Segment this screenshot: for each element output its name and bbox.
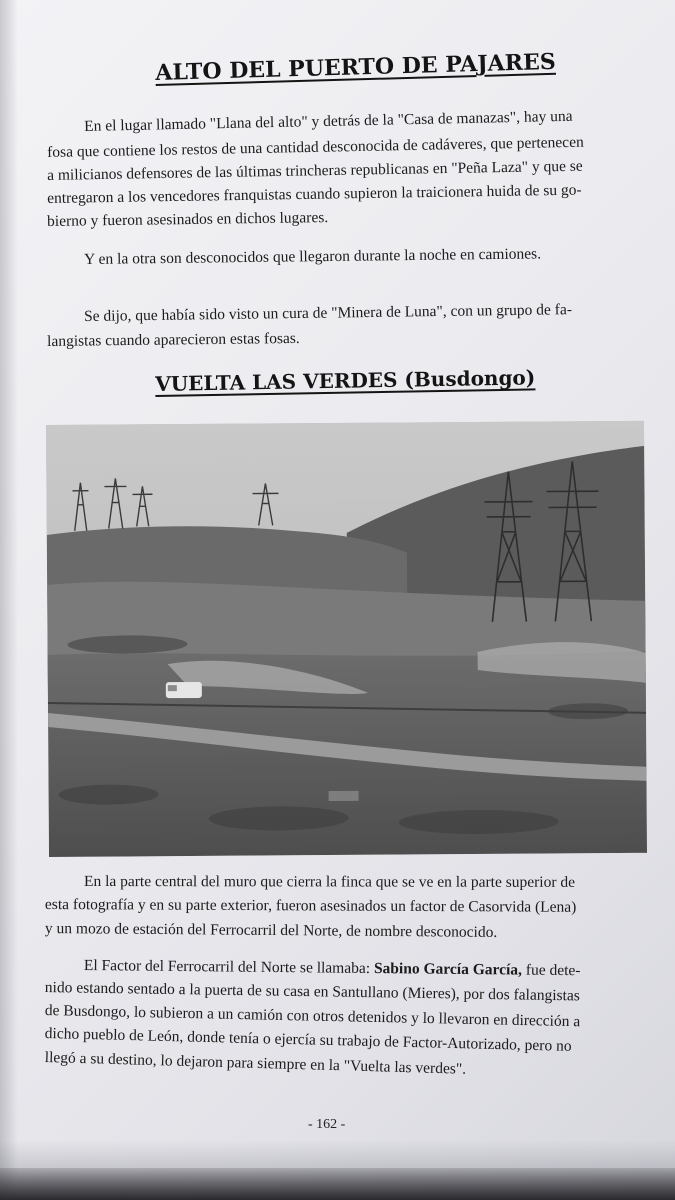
paragraph-line: langistas cuando aparecieron estas fosas.: [47, 329, 300, 350]
paragraph-line: llegó a su destino, lo dejaron para siempre en la "Vuelta las verdes".: [44, 1049, 467, 1078]
paragraph-line: Se dijo, que había sido visto un cura de "Minera de Luna", con un grupo de fa-: [84, 301, 573, 325]
paragraph-line: de Busdongo, lo subieron a un camión con otros detenidos y lo llevaron en dirección a: [44, 1002, 581, 1031]
section-title-alto-del-puerto: ALTO DEL PUERTO DE PAJARES: [155, 48, 557, 86]
paragraph-line: nido estando sentado a la puerta de su casa en Santullano (Mieres), por dos falangistas: [44, 979, 580, 1005]
background-edge: [0, 1168, 675, 1200]
landscape-photo: [46, 421, 647, 857]
section-title-vuelta-las-verdes: VUELTA LAS VERDES (Busdongo): [155, 365, 536, 396]
paragraph-line: entregaron a los vencedores franquistas cuando supieron la traicionera huida de su go-: [47, 181, 582, 207]
paragraph-line: En el lugar llamado "Llana del alto" y detrás de la "Casa de manazas", hay una: [84, 107, 573, 135]
page-number: - 162 -: [308, 1117, 346, 1132]
bold-name: Sabino García García,: [373, 960, 523, 979]
text-run: El Factor del Ferrocarril del Norte se llamaba:: [83, 957, 375, 978]
paragraph-line: y un mozo de estación del Ferrocarril del Norte, de nombre desconocido.: [44, 920, 498, 941]
mountain-pass-photo-image: [46, 421, 647, 857]
paragraph-line: fosa que contiene los restos de una cantidad desconocida de cadáveres, que pertenecen: [47, 133, 584, 161]
paragraph-line: esta fotografía y en su parte exterior, fueron asesinados un factor de Casorvida (Lena): [44, 896, 577, 916]
paragraph-line: [84, 957, 581, 980]
paragraph-line: En la parte central del muro que cierra la finca que se ve en la parte superior de: [83, 873, 576, 891]
paragraph-line: a milicianos defensores de las últimas trincheras republicanas en "Peña Laza" y que se: [47, 157, 583, 184]
page-shadow-left: [0, 0, 18, 1200]
paragraph-line: dicho pueblo de León, donde tenía o ejercía su trabajo de Factor-Autorizado, pero no: [44, 1025, 572, 1055]
paragraph-line: bierno y fueron asesinados en dichos lugares.: [47, 209, 329, 230]
text-run: fue dete-: [521, 961, 581, 980]
paragraph-line: Y en la otra son desconocidos que llegaron durante la noche en camiones.: [84, 245, 542, 268]
